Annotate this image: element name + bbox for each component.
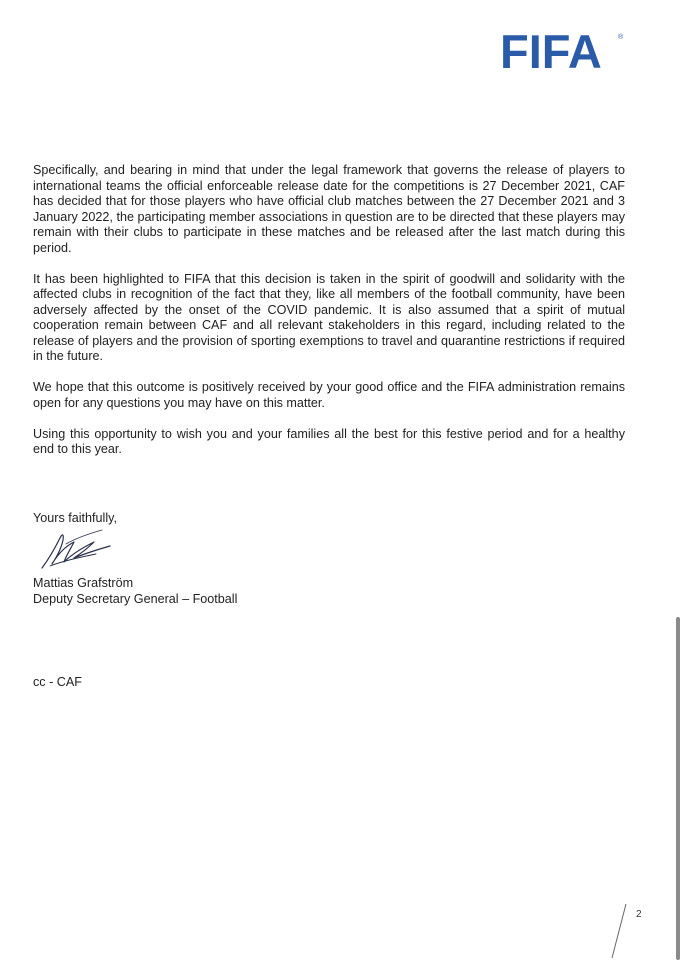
paragraph-3: We hope that this outcome is positively received by your good office and the FIFA administration remains open for any questions you may have on this matter. bbox=[33, 380, 625, 410]
paragraph-2: It has been highlighted to FIFA that this decision is taken in the spirit of goodwill and solidarity with the affected clubs in recognition of the fact that they, like all members of the football community, have been adversely affected by the onset of the COVID pandemic. It is also assumed that a spirit of mutual cooperation remain between CAF and all relevant stakeholders in this regard, including related to the release of players and the provision of sporting exemptions to travel and quarantine restrictions if required in the future. bbox=[33, 271, 625, 363]
paragraph-4: Using this opportunity to wish you and your families all the best for this festive period and for a healthy end to this year. bbox=[33, 426, 625, 456]
signatory-title: Deputy Secretary General – Football bbox=[33, 592, 238, 606]
registered-mark: ® bbox=[618, 34, 624, 41]
cc-line: cc - CAF bbox=[33, 675, 82, 689]
closing-salutation: Yours faithfully, bbox=[33, 511, 118, 525]
paragraph-1: Specifically, and bearing in mind that under the legal framework that governs the release of players to international teams the official enforceable release date for the competitions is 27 December 2021, CAF has decided that for those players who have official club matches between the 27 December 2021 and 3 January 2022, the participating member associations in question are to be directed that these players may remain with their clubs to participate in these matches and be released after the last match during this period. bbox=[33, 163, 625, 255]
scrollbar-thumb[interactable] bbox=[676, 617, 680, 960]
page-number: 2 bbox=[636, 909, 642, 920]
fifa-logo: FIFA bbox=[500, 25, 602, 78]
letter-body bbox=[33, 163, 625, 473]
signatory-name: Mattias Grafström bbox=[33, 576, 134, 590]
signature-image bbox=[36, 524, 116, 574]
